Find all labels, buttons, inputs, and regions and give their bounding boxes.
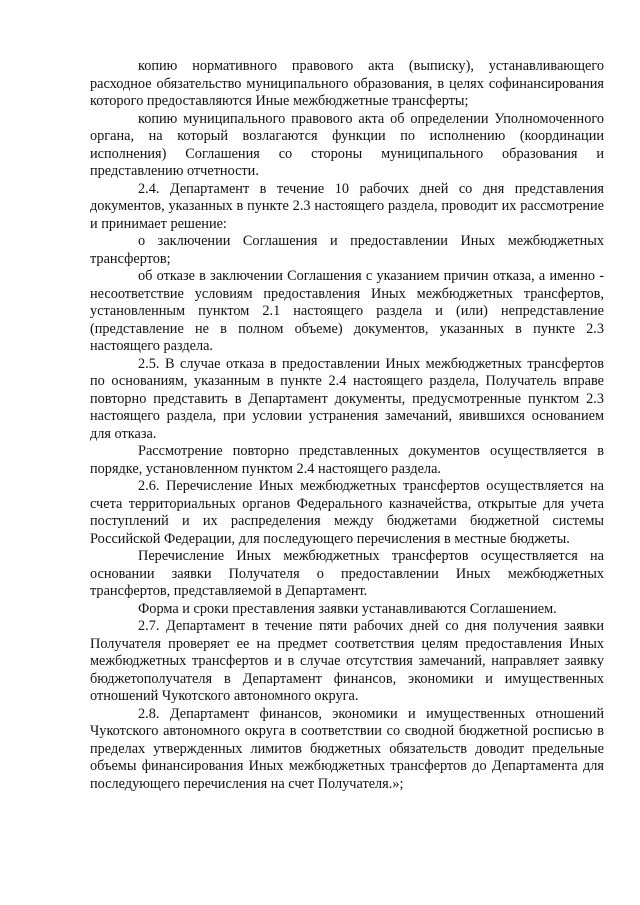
- paragraph-2-4-refusal: об отказе в заключении Соглашения с указанием причин отказа, а именно - несоответствие условиям предоставления Иных межбюджетных трансфертов, установленным пунктом 2.1 настоящего раздела и (или) непредставление (представление не в полном объеме) документов, указанных в пункте 2.3 настоящего раздела.: [90, 268, 604, 354]
- paragraph-2-7: 2.7. Департамент в течение пяти рабочих дней со дня получения заявки Получателя проверяет ее на предмет соответствия целям предоставления Иных межбюджетных трансфертов и в случае отсутствия замечаний, направляет заявку бюджетополучателя в Департамент финансов, экономики и имущественных отношений Чукотского автономного округа.: [90, 618, 604, 704]
- paragraph-2-5: 2.5. В случае отказа в предоставлении Иных межбюджетных трансфертов по основаниям, указанным в пункте 2.4 настоящего раздела, Получатель вправе повторно представить в Департамент документы, предусмотренные пунктом 2.3 настоящего раздела, при условии устранения замечаний, явившихся основанием для отказа.: [90, 355, 604, 442]
- paragraph-2-6-transfer-basis: Перечисление Иных межбюджетных трансфертов осуществляется на основании заявки Получателя о предоставлении Иных межбюджетных трансфертов, представляемой в Департамент.: [90, 548, 604, 599]
- paragraph-2-8: 2.8. Департамент финансов, экономики и имущественных отношений Чукотского автономного округа в соответствии со сводной бюджетной росписью в пределах утвержденных лимитов бюджетных обязательств доводит предельные объемы финансирования Иных межбюджетных трансфертов до Департамента для последующего перечисления на счет Получателя.»;: [90, 705, 604, 792]
- paragraph-legal-act-copy: копию нормативного правового акта (выписку), устанавливающего расходное обязательство муниципального образования, в целях софинансирования которого предоставляются Иные межбюджетные трансферты;: [90, 58, 604, 109]
- paragraph-2-6-form: Форма и сроки преставления заявки устанавливаются Соглашением.: [138, 600, 557, 617]
- paragraph-authorized-body-copy: копию муниципального правового акта об определении Уполномоченного органа, на который возлагаются функции по исполнению (координации исполнения) Соглашения со стороны муниципального образования и представлению отчетности.: [90, 110, 604, 179]
- paragraph-2-5-review: Рассмотрение повторно представленных документов осуществляется в порядке, установленном пунктом 2.4 настоящего раздела.: [90, 443, 604, 477]
- paragraph-2-6: 2.6. Перечисление Иных межбюджетных трансфертов осуществляется на счета территориальных органов Федерального казначейства, открытые для учета поступлений и их распределения между бюджетами бюджетной системы Российской Федерации, для последующего перечисления в местные бюджеты.: [90, 478, 604, 547]
- paragraph-2-4-agreement: о заключении Соглашения и предоставлении Иных межбюджетных трансфертов;: [90, 233, 604, 267]
- paragraph-2-4: 2.4. Департамент в течение 10 рабочих дней со дня представления документов, указанных в пункте 2.3 настоящего раздела, проводит их рассмотрение и принимает решение:: [90, 180, 604, 232]
